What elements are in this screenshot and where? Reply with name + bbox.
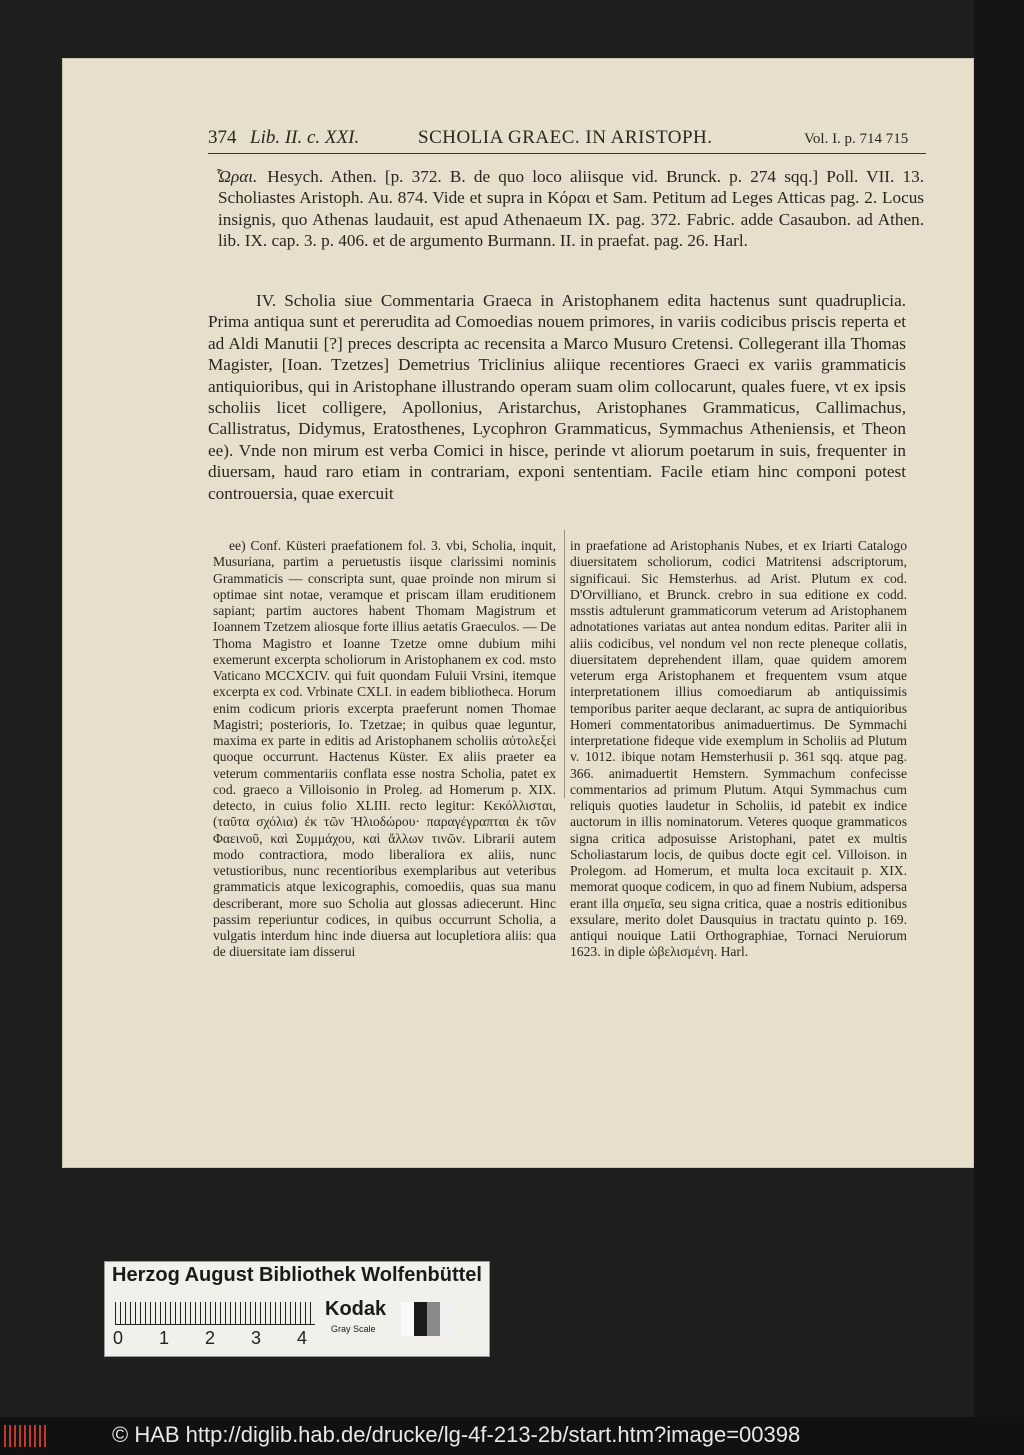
kodak-logo: Kodak <box>325 1298 387 1320</box>
running-title: SCHOLIA GRAEC. IN ARISTOPH. <box>418 127 713 148</box>
ruler <box>115 1302 315 1325</box>
entry-horai <box>218 166 924 252</box>
section-number: IV. <box>256 291 277 310</box>
section-text: Scholia siue Commentaria Graeca in Aristophanem edita hactenus sunt quadruplicia. Prima antiqua sunt et pereruditа ad Comoedias nouem primores, in variis codicibus priscis reperta et ad Aldi Manutii [?] preces descripta ac recensita a Marco Musuro Cretensi. Collegerant illa Thomas Magister, [Ioan. Tzetzes] Demetrius Triclinius aliique recentiores Graeci ex variis grammaticis antiquioribus, qui in Aristophane illustrando operam suam olim collocarunt, quales fuere, vt ex ipsis scholiis licet colligere, Apollonius, Aristarchus, Aristophanes Grammaticus, Callimachus, Callistratus, Didymus, Eratosthenes, Lycophron Grammaticus, Symmachus Atheniensis, et Theon ee). Vnde non mirum est verba Comici in hisce, perinde vt aliorum poetarum in suis, frequenter in diuersam, haud raro etiam in contrariam, exponi sententiam. Facile etiam hinc componi potest controuersia, quae exercuit <box>208 291 906 503</box>
entry-text: Hesych. Athen. [p. 372. B. de quo loco aliisque vid. Brunck. p. 274 sqq.] Poll. VII. 13. Scholiastes Aristoph. Au. 874. Vide et supra in Κόραι et Sam. Petitum ad Leges Atticas pag. 2. Locus insignis, quo Athenas laudauit, est apud Athenaeum IX. pag. 372. Fabric. adde Casaubon. ad Athen. lib. IX. cap. 3. p. 406. et de argumento Burmann. II. in praefat. pag. 26. Harl. <box>218 167 924 251</box>
scan-background-right <box>974 0 1024 1455</box>
color-scale-bar <box>104 1261 490 1357</box>
gray-scale-label: Gray Scale <box>331 1324 376 1334</box>
section-iv <box>208 290 906 504</box>
footnote-right-column: in praefatione ad Aristophanis Nubes, et ex Iriarti Catalogo diuersitatem scholiorum, codici Matritensi adscriptorum, significaui. Sic Hemsterhus. ad Arist. Plutum ex cod. D'Orvilliano, et Brunck. crebro in sua editione ex codd. msstis adtulerunt grammaticorum veterum ad Aristophanem adnotationes variatas aut antea nondum editas. Pariter alii in aliis codicibus, vel nondum vel non recte pleneque collatis, diuersitatem deprehendent illam, quae quidem amorem veterum erga Aristophanem et frequentem vsum atque interpretationem illius comoediarum ab antiquissimis temporibus pariter aeque declarant, ac supra de antiquioribus Homeri commentatoribus animaduertimus. De Symmachi interpretatione fideque vide exemplum in Scholiis ad Plutum v. 1012. ibique notam Hemsterhusii p. 361 sqq. atque pag. 366. animaduertit Hemstern. Symmachum confecisse commentarios ad primum Plutum. Atqui Symmachus cum reliquis quoties laudetur in Scholiis, id patebit ex indice auctorum in illis nominatorum. Veteres quoque grammaticos signa critica adposuisse Aristophani, patet ex multis Scholiastarum locis, de quibus docte egit cel. Villoison. in Prolegom. ad Homerum, et multa loca excitauit p. XIX. memorat quoque codicem, in quo ad finem Nubium, adspersa erant illa σημεῖα, seu signa critica, quae a nostris editionibus exsulare, merito dolet Dausquius in tractatu quinto p. 169. antiqui nouique Latii Orthographiae, Tornaci Neruiorum 1623. in diple ὠβελισμένη. Harl. <box>570 538 907 960</box>
ruler-tick: 3 <box>251 1328 262 1348</box>
ruler-tick: 4 <box>297 1328 308 1348</box>
ruler-tick: 1 <box>159 1328 170 1348</box>
gray-swatch <box>427 1302 440 1336</box>
header-rule <box>208 153 926 154</box>
ruler-tick: 0 <box>113 1328 124 1348</box>
footer-url[interactable]: © HAB http://diglib.hab.de/drucke/lg-4f-213-2b/start.htm?image=00398 <box>112 1422 801 1447</box>
ruler-tick: 2 <box>205 1328 216 1348</box>
book-reference: Lib. II. c. XXI. <box>250 127 360 148</box>
hab-logo-icon <box>4 1425 46 1447</box>
gray-swatch <box>440 1302 453 1336</box>
gray-swatch <box>414 1302 427 1336</box>
volume-reference: Vol. I. p. 714 715 <box>804 131 909 147</box>
entry-lemma: Ὧραι. <box>216 167 258 186</box>
footnote-left-column: ee) Conf. Küsteri praefationem fol. 3. vbi, Scholia, inquit, Musuriana, partim a peruetustis iisque clarissimi nominis Grammaticis — conscripta sunt, quae proinde non mirum si optimae sint notae, veramque et priscam illam eruditionem sapiant; partim auctores habent Thomam Magistrum et Ioannem Tzetzem aliosque forte illius aetatis Graeculos. — De Thoma Magistro et Ioanne Tzetze omne dubium mihi exemerunt excerpta scholiorum in Aristophanem ex cod. msto Vaticano MCCXCIV. qui fuit quondam Fuluii Vrsini, itemque excerpta ex cod. Vrbinate CXLI. in eadem bibliotheca. Horum enim codicum prioris excerpta praeferunt nomen Thomae Magistri; posterioris, Io. Tzetzae; in quibus quae leguntur, maxima ex parte in editis ad Aristophanem scholiis αὐτολεξεὶ quoque occurrunt. Hactenus Küster. Ex aliis praeter ea veterum commentariis conflata esse nostra Scholia, patet ex cod. graeco a Villoisonio in Proleg. ad Homerum p. XIX. detecto, in cuius folio XLIII. recto legitur: Κεκόλλισται, (ταῦτα σχόλια) ἐκ τῶν Ἡλιοδώρου· παραγέγραπται ἐκ τῶν Φαεινοῦ, καὶ Συμμάχου, καὶ ἄλλων τινῶν. Librarii autem modo contractiora, modo liberaliora ex aliis, nunc vetustioribus, nunc recentioribus exemplaribus aut veteribus grammaticis atque lexicographis, comoediis, quas sua manu describerant, more suo Scholia aut glossas adiecerunt. Hinc passim reperiuntur codices, in quibus occurrunt Scholia, a vulgatis interdum hinc inde diuersa aut locupletiora aliis: qua de diuersitate iam disserui <box>213 538 556 960</box>
library-name: Herzog August Bibliothek Wolfenbüttel <box>112 1264 482 1286</box>
footnote-column-divider <box>564 530 565 798</box>
running-header <box>208 127 928 153</box>
gray-swatches <box>401 1302 453 1336</box>
page-number: 374 <box>208 127 237 148</box>
gray-swatch <box>401 1302 414 1336</box>
footer-bar <box>0 1417 1024 1455</box>
